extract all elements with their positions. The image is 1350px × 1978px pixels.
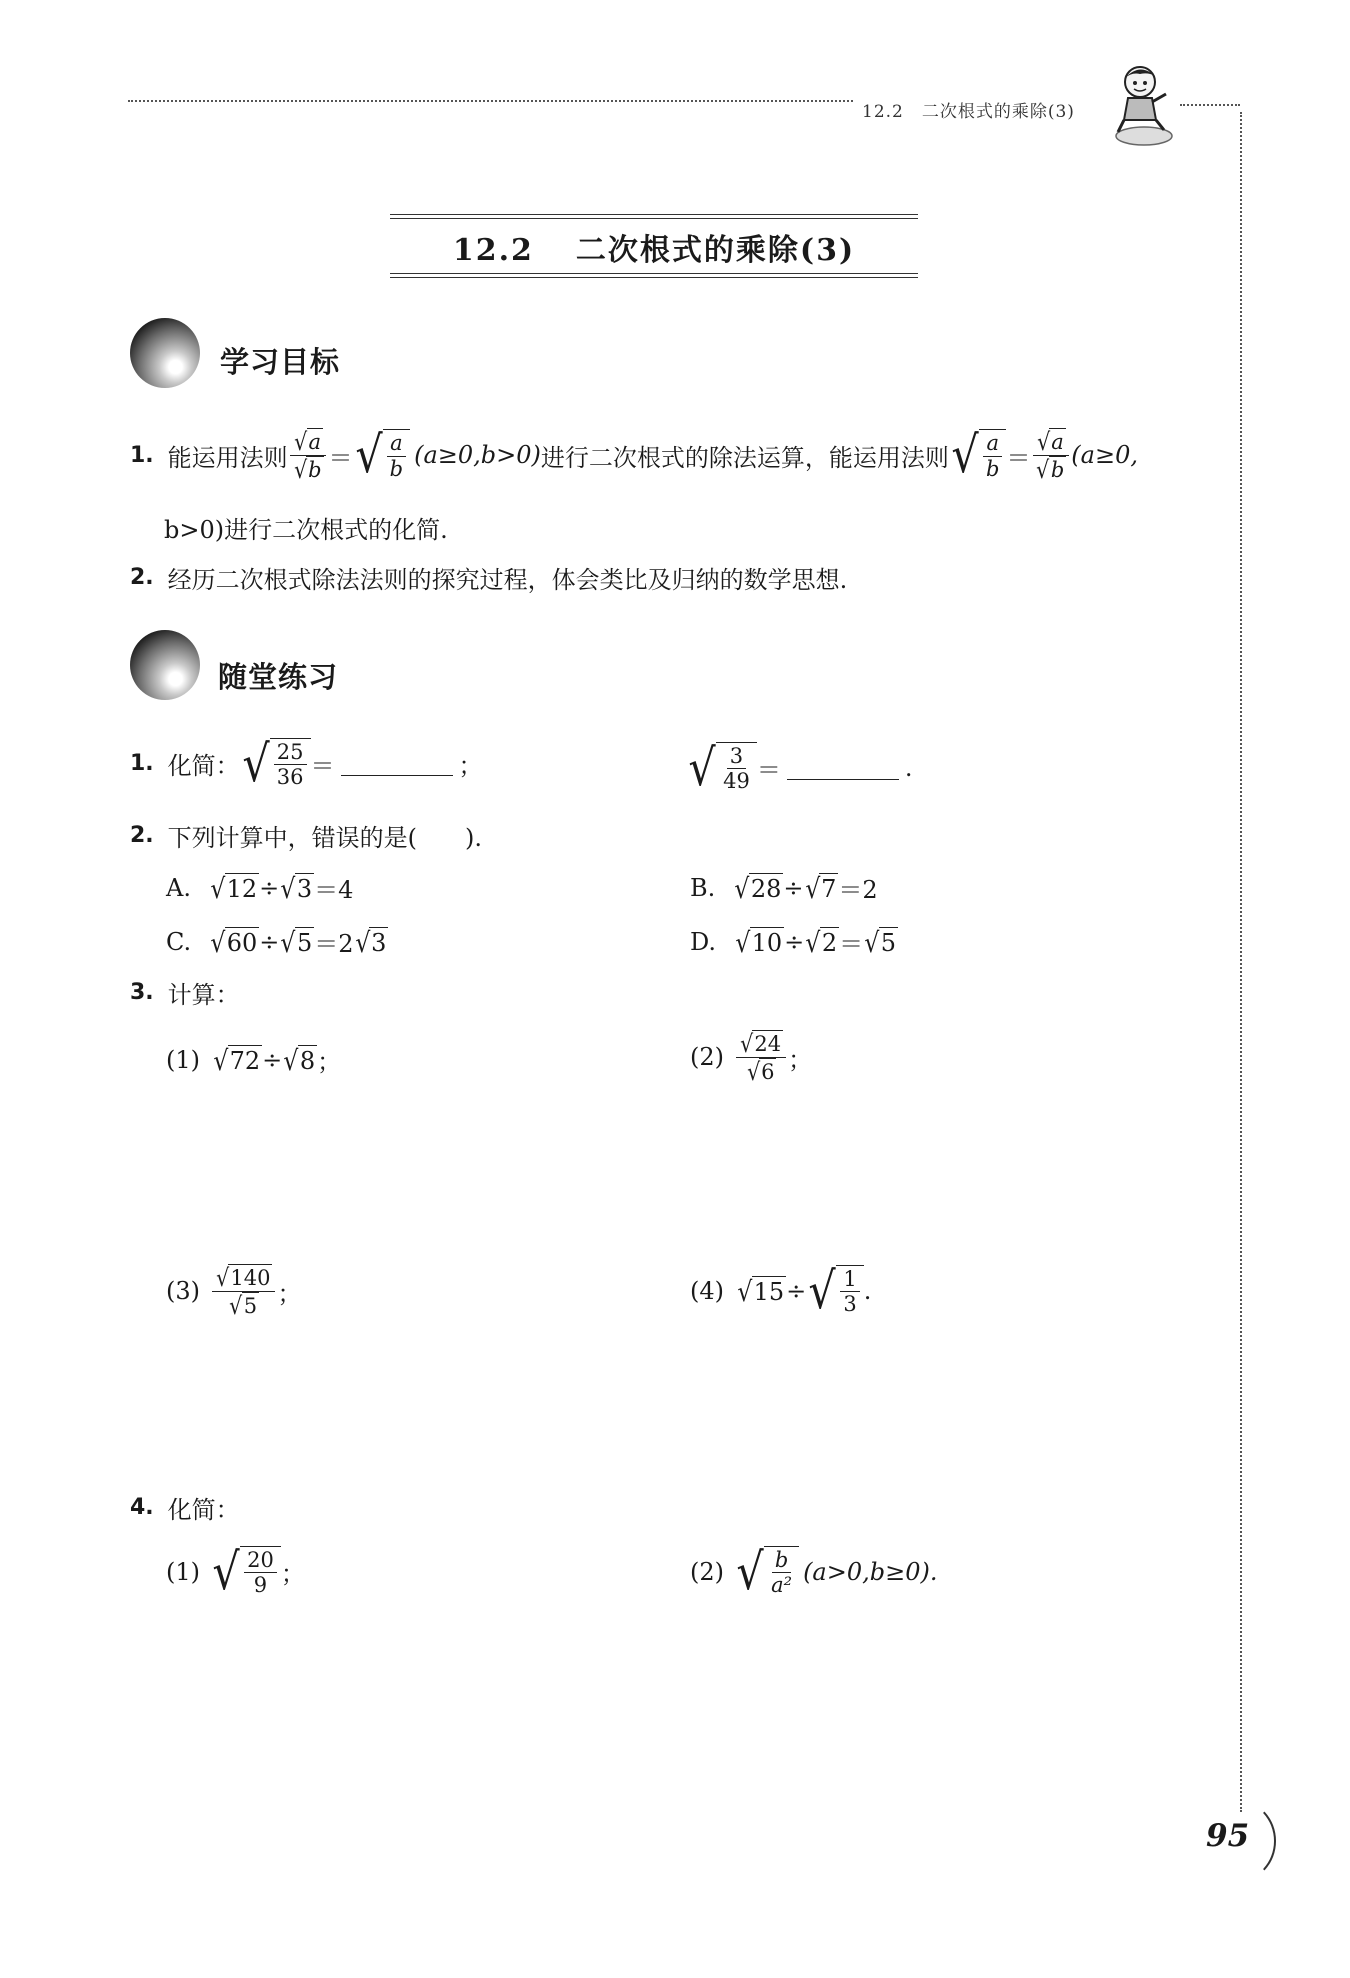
header-rule-left (128, 100, 853, 102)
rule-fraction-right: √ a √ b (1032, 428, 1069, 482)
objectives-heading: 学习目标 (220, 345, 341, 379)
exercise-1: 1. 化简： √ $\frac{25}{36}$ ＝ ； (130, 733, 483, 793)
objective-item-1: 1. 能运用法则 √ a √ b ＝ √ $\frac{a}{b}$ (a≥0,b>0) 进行二次根式的除法运算，能运用法则 √ $\frac{a}{b}$ ＝ √ a √ b (a≥0, (130, 425, 1138, 485)
option-c[interactable]: C. √ 60 ÷ √ 5 ＝2 √ 3 (166, 925, 387, 959)
option-b[interactable]: B. √ 28 ÷ √ 7 ＝2 (690, 871, 878, 905)
section-number: 12.2 (452, 233, 534, 268)
exercise-3-part-4: (4) √ 15 ÷ √ $\frac{1}{3}$ . (690, 1260, 872, 1320)
page-number: 95 (1206, 1818, 1250, 1854)
globe-icon (130, 318, 200, 388)
globe-icon-2 (130, 630, 200, 700)
option-a[interactable]: A. √ 12 ÷ √ 3 ＝4 (166, 871, 354, 905)
objective-item-2: 2. 经历二次根式除法法则的探究过程，体会类比及归纳的数学思想. (130, 565, 848, 594)
exercise-4: 4. 化简： (130, 1495, 240, 1524)
answer-blank-2[interactable] (787, 755, 899, 780)
section-title-text: 二次根式的乘除(3) (575, 233, 856, 268)
exercise-3-part-3: (3) √ 140 √ 5 ； (166, 1264, 302, 1320)
exercise-4-part-2: (2) √ $\frac{b}{\text{a²}}$ (a>0,b≥0). (690, 1541, 938, 1601)
rule-sqrt-fraction: √ $\frac{a}{b}$ (353, 429, 411, 480)
exercise-4-part-1: (1) √ $\frac{20}{9}$ ； (166, 1541, 305, 1601)
section-title-box (390, 214, 918, 278)
exercise-1-part-2: √ $\frac{3}{49}$ ＝ . (688, 737, 913, 797)
exercise-2: 2. 下列计算中，错误的是( ). (130, 823, 483, 852)
running-header: 12.2 二次根式的乘除(3) (862, 102, 1075, 122)
exercise-3-part-1: (1) √ 72 ÷ √ 8 ； (166, 1043, 342, 1077)
practice-heading: 随堂练习 (218, 660, 339, 694)
exercise-3: 3. 计算： (130, 980, 240, 1009)
margin-rule-right (1240, 112, 1242, 1812)
section-title (390, 225, 918, 269)
answer-blank-1[interactable] (341, 751, 453, 776)
rule-sqrt-fraction-2: √ $\frac{a}{b}$ (949, 429, 1007, 480)
exercise-3-part-2: (2) √ 24 √ 6 ； (690, 1030, 813, 1086)
rule-fraction-left: √ a √ b (290, 428, 327, 482)
objective-item-1-cont: b>0)进行二次根式的化简. (164, 516, 448, 544)
header-rule-right (1180, 104, 1240, 106)
option-d[interactable]: D. √ 10 ÷ √ 2 ＝ √ 5 (690, 925, 897, 959)
mascot-icon (1108, 62, 1178, 146)
